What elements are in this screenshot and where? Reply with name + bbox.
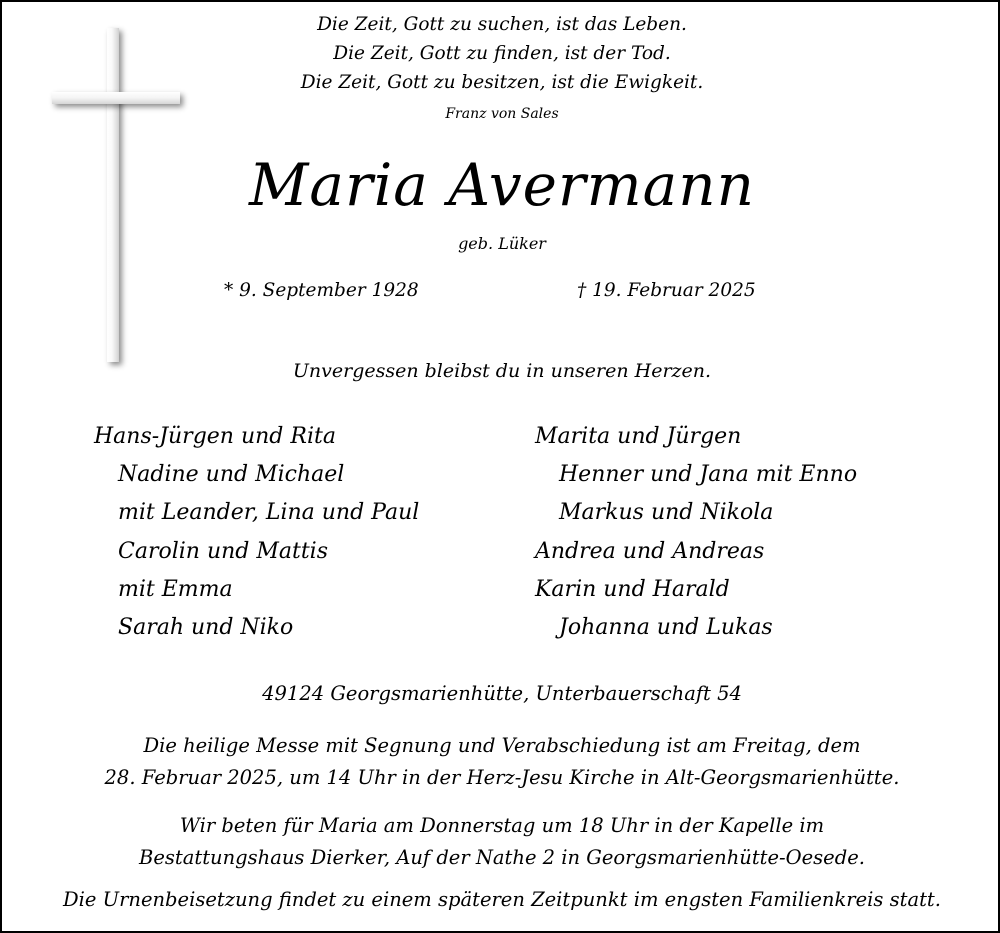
mourner-line: mit Emma [118,576,233,602]
service-line: Die heilige Messe mit Segnung und Verabschiedung ist am Freitag, dem [143,734,861,757]
prayer-line: Bestattungshaus Dierker, Auf der Nathe 2 in Georgsmarienhütte-Oesede. [139,846,865,869]
death-date: † 19. Februar 2025 [577,280,756,301]
quote [2,10,1000,97]
mourner-line: Marita und Jürgen [535,424,742,449]
prayer-info [2,810,1000,874]
mourner-line: Markus und Nikola [559,500,774,526]
quote-line: Die Zeit, Gott zu besitzen, ist die Ewigkeit. [300,72,704,93]
mourner-line: Nadine und Michael [118,462,345,488]
mourners-left-column [94,418,419,647]
mourner-line: Sarah und Niko [118,615,294,641]
urn-burial-info: Die Urnenbeisetzung findet zu einem späteren Zeitpunkt im engsten Familienkreis statt. [63,888,941,911]
mourner-line: Henner und Jana mit Enno [559,462,858,488]
mourner-line: mit Leander, Lina und Paul [118,500,420,526]
birth-date: * 9. September 1928 [224,280,419,301]
deceased-name: Maria Avermann [249,151,755,219]
mourner-line: Andrea und Andreas [535,538,765,564]
service-line: 28. Februar 2025, um 14 Uhr in der Herz-Jesu Kirche in Alt-Georgsmarienhütte. [104,766,900,789]
quote-line: Die Zeit, Gott zu finden, ist der Tod. [333,43,671,64]
motto: Unvergessen bleibst du in unseren Herzen. [292,360,712,382]
mourner-line: Hans-Jürgen und Rita [94,424,336,449]
funeral-service-info [2,730,1000,794]
mourners-right-column [535,418,857,647]
quote-line: Die Zeit, Gott zu suchen, ist das Leben. [317,14,687,35]
mourner-line: Johanna und Lukas [559,615,773,641]
prayer-line: Wir beten für Maria am Donnerstag um 18 Uhr in der Kapelle im [179,814,825,837]
quote-author: Franz von Sales [445,106,559,122]
mourner-line: Carolin und Mattis [118,538,329,564]
family-address: 49124 Georgsmarienhütte, Unterbauerschaft 54 [262,682,742,705]
mourner-line: Karin und Harald [535,576,730,602]
birth-name: geb. Lüker [458,234,546,253]
